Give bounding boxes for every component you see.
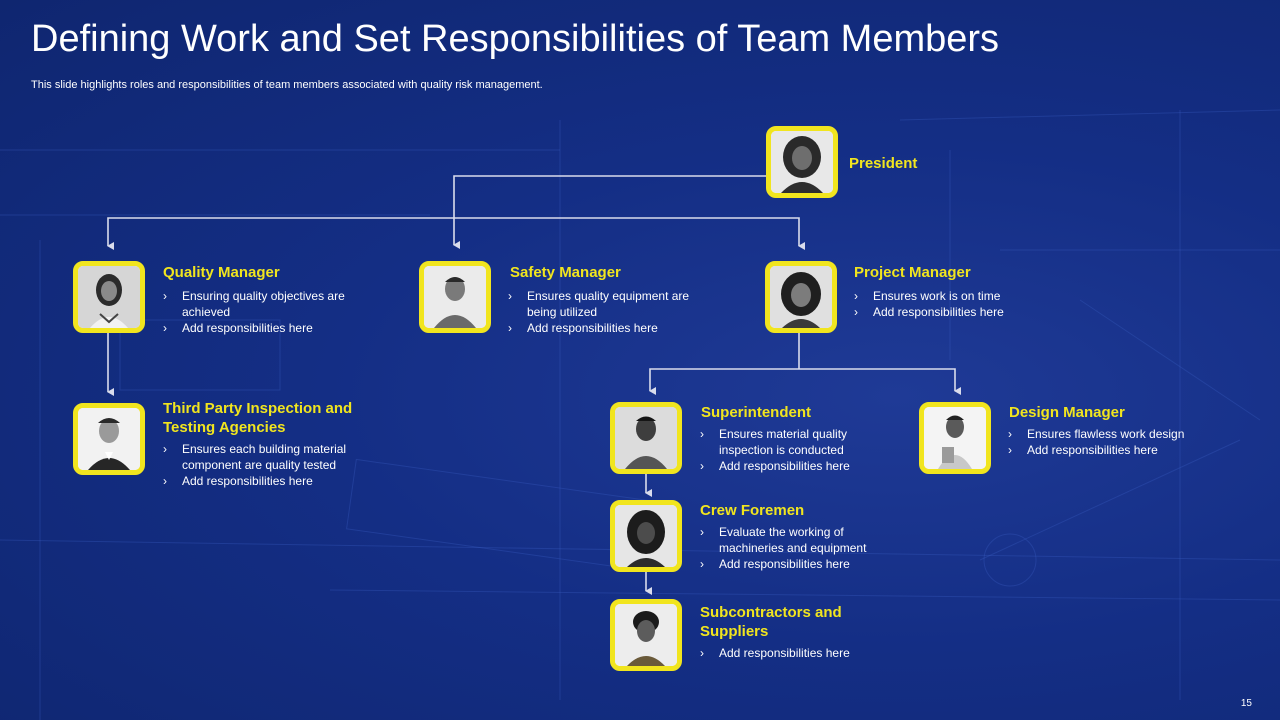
responsibility-item: › Add responsibilities here bbox=[1008, 442, 1218, 458]
responsibility-item: › Ensures each building material component are quality tested bbox=[163, 441, 378, 473]
responsibility-item: › Ensures material quality inspection is conducted bbox=[700, 426, 885, 458]
slide-subtitle: This slide highlights roles and responsibilities of team members associated with quality risk management. bbox=[31, 79, 543, 91]
safety-manager-role: Safety Manager bbox=[510, 264, 621, 281]
design-manager-role: Design Manager bbox=[1009, 404, 1125, 421]
design-manager-responsibilities bbox=[1008, 426, 1218, 458]
responsibility-item: › Ensures work is on time bbox=[854, 288, 1044, 304]
responsibility-item: › Ensures flawless work design bbox=[1008, 426, 1218, 442]
crew-foremen-role: Crew Foremen bbox=[700, 502, 805, 519]
person-avatar-icon bbox=[924, 407, 986, 469]
subcontractors-responsibilities bbox=[700, 645, 890, 661]
page-number: 15 bbox=[1240, 698, 1252, 709]
subcontractors-photo bbox=[610, 599, 682, 671]
responsibility-item: › Add responsibilities here bbox=[700, 556, 900, 572]
responsibility-item: › Add responsibilities here bbox=[508, 320, 698, 336]
person-avatar-icon bbox=[615, 505, 677, 567]
president-photo bbox=[766, 126, 838, 198]
subcontractors-role: Subcontractors and Suppliers bbox=[700, 604, 842, 640]
responsibility-item: › Ensuring quality objectives are achieved bbox=[163, 288, 348, 320]
person-avatar-icon bbox=[78, 408, 140, 470]
slide-title: Defining Work and Set Responsibilities of Team Members bbox=[31, 18, 1000, 60]
third-party-photo bbox=[73, 403, 145, 475]
superintendent-responsibilities bbox=[700, 426, 885, 474]
crew-foremen-responsibilities bbox=[700, 524, 900, 572]
president-role: President bbox=[849, 155, 918, 172]
person-avatar-icon bbox=[615, 407, 677, 469]
responsibility-item: › Add responsibilities here bbox=[700, 458, 885, 474]
third-party-responsibilities bbox=[163, 441, 378, 489]
responsibility-item: › Add responsibilities here bbox=[854, 304, 1044, 320]
person-avatar-icon bbox=[771, 131, 833, 193]
safety-manager-responsibilities bbox=[508, 288, 698, 336]
connector-bus-quality bbox=[108, 218, 454, 246]
quality-manager-role: Quality Manager bbox=[163, 264, 280, 281]
connector-bus-design bbox=[799, 369, 955, 391]
responsibility-item: › Add responsibilities here bbox=[163, 320, 348, 336]
quality-manager-responsibilities bbox=[163, 288, 348, 336]
superintendent-photo bbox=[610, 402, 682, 474]
person-avatar-icon bbox=[424, 266, 486, 328]
person-avatar-icon bbox=[770, 266, 832, 328]
connector-bus-superintendent bbox=[650, 369, 799, 391]
person-avatar-icon bbox=[615, 604, 677, 666]
responsibility-item: › Add responsibilities here bbox=[700, 645, 890, 661]
connector-president-safety bbox=[454, 176, 766, 245]
safety-manager-photo bbox=[419, 261, 491, 333]
connector-bus-project bbox=[454, 218, 799, 246]
project-manager-photo bbox=[765, 261, 837, 333]
responsibility-item: › Ensures quality equipment are being utilized bbox=[508, 288, 698, 320]
crew-foremen-photo bbox=[610, 500, 682, 572]
project-manager-responsibilities bbox=[854, 288, 1044, 320]
superintendent-role: Superintendent bbox=[701, 404, 812, 421]
third-party-role: Third Party Inspection and Testing Agencies bbox=[163, 400, 353, 436]
person-avatar-icon bbox=[78, 266, 140, 328]
responsibility-item: › Add responsibilities here bbox=[163, 473, 378, 489]
project-manager-role: Project Manager bbox=[854, 264, 971, 281]
responsibility-item: › Evaluate the working of machineries and equipment bbox=[700, 524, 900, 556]
quality-manager-photo bbox=[73, 261, 145, 333]
design-manager-photo bbox=[919, 402, 991, 474]
